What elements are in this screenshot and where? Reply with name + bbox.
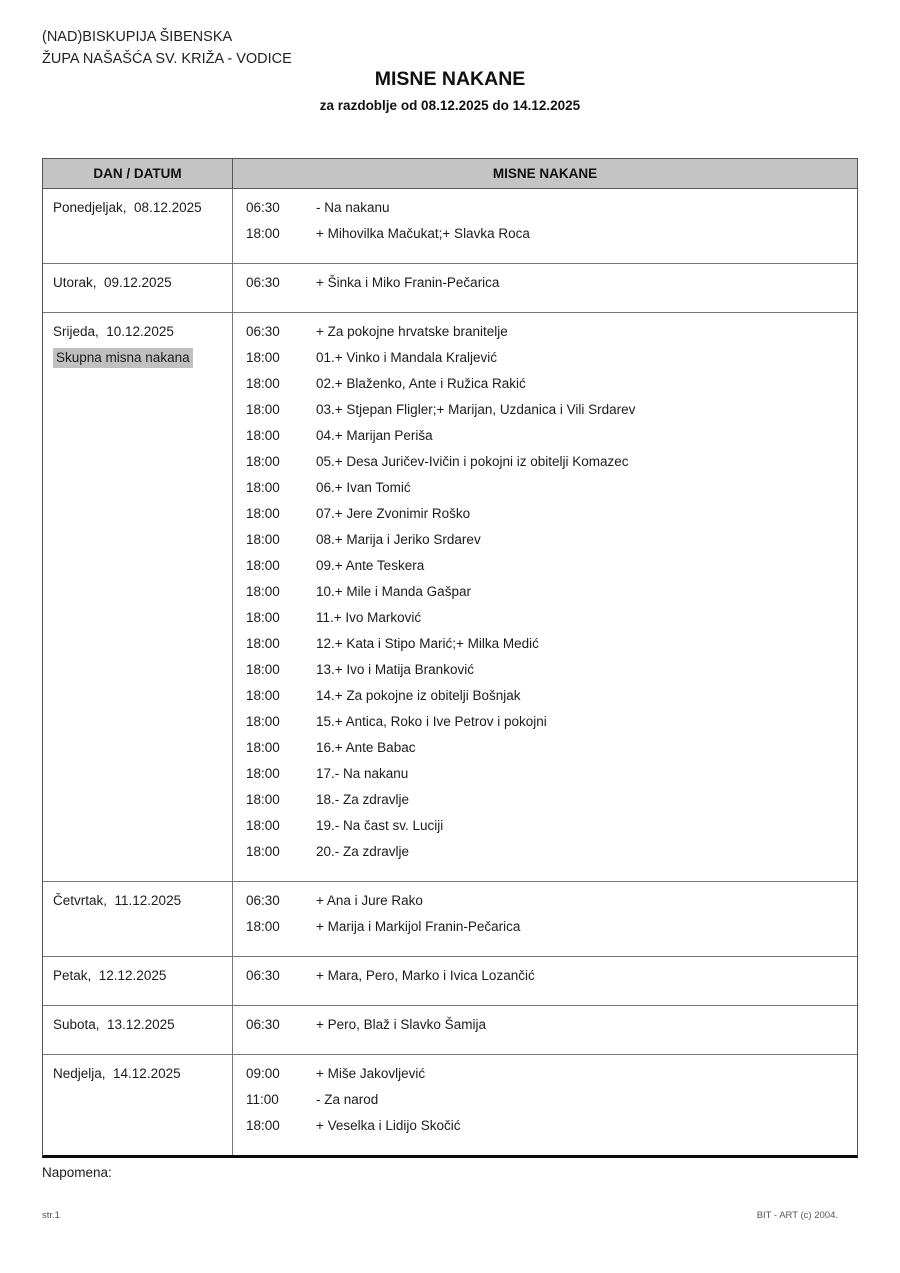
mass-time: 18:00 <box>246 1118 280 1133</box>
mass-time: 18:00 <box>246 402 280 417</box>
table-row <box>43 957 857 1006</box>
mass-time: 18:00 <box>246 714 280 729</box>
mass-time: 18:00 <box>246 662 280 677</box>
day-date-label: Subota, 13.12.2025 <box>53 1017 175 1032</box>
mass-time: 18:00 <box>246 740 280 755</box>
mass-time: 18:00 <box>246 428 280 443</box>
intention-text: - Na nakanu <box>316 200 390 215</box>
intention-entry <box>246 527 851 553</box>
intention-entry <box>246 371 851 397</box>
intention-text: 17.- Na nakanu <box>316 766 409 781</box>
mass-time: 18:00 <box>246 636 280 651</box>
intention-text: 15.+ Antica, Roko i Ive Petrov i pokojni <box>316 714 547 729</box>
intention-entry <box>246 475 851 501</box>
mass-time: 06:30 <box>246 893 280 908</box>
mass-time: 18:00 <box>246 376 280 391</box>
intention-entry <box>246 449 851 475</box>
column-header-intentions: MISNE NAKANE <box>492 166 598 181</box>
intention-entry <box>246 914 851 940</box>
day-cell <box>43 189 233 263</box>
intention-entry <box>246 319 851 345</box>
table-header-row <box>43 159 857 189</box>
intention-text: 14.+ Za pokojne iz obitelji Bošnjak <box>316 688 521 703</box>
mass-time: 18:00 <box>246 226 280 241</box>
mass-time: 18:00 <box>246 480 280 495</box>
intention-entry <box>246 345 851 371</box>
intention-entry <box>246 1113 851 1139</box>
mass-time: 18:00 <box>246 610 280 625</box>
intention-entry <box>246 605 851 631</box>
intention-entry <box>246 787 851 813</box>
intention-entry <box>246 397 851 423</box>
intention-entry <box>246 423 851 449</box>
day-date-label: Ponedjeljak, 08.12.2025 <box>53 200 202 215</box>
intention-entry <box>246 963 851 989</box>
intention-text: 04.+ Marijan Periša <box>316 428 433 443</box>
intention-text: + Miše Jakovljević <box>316 1066 426 1081</box>
intention-text: 08.+ Marija i Jeriko Srdarev <box>316 532 481 547</box>
day-cell <box>43 313 233 881</box>
intention-entry <box>246 683 851 709</box>
day-cell <box>43 1006 233 1054</box>
table-row <box>43 313 857 882</box>
intention-text: + Za pokojne hrvatske branitelje <box>316 324 508 339</box>
intention-text: + Šinka i Miko Franin-Pečarica <box>316 275 500 290</box>
intention-entry <box>246 813 851 839</box>
organization-header <box>42 26 292 70</box>
intention-entry <box>246 270 851 296</box>
intention-entry <box>246 735 851 761</box>
intention-entry <box>246 1061 851 1087</box>
intention-entry <box>246 839 851 865</box>
entries-cell <box>233 189 857 263</box>
mass-time: 18:00 <box>246 584 280 599</box>
note-label: Napomena: <box>42 1165 112 1180</box>
day-date-label: Utorak, 09.12.2025 <box>53 275 172 290</box>
day-cell <box>43 957 233 1005</box>
mass-time: 18:00 <box>246 688 280 703</box>
mass-time: 18:00 <box>246 818 280 833</box>
intention-text: 06.+ Ivan Tomić <box>316 480 411 495</box>
mass-time: 18:00 <box>246 558 280 573</box>
intention-text: 01.+ Vinko i Mandala Kraljević <box>316 350 497 365</box>
table-row <box>43 1055 857 1155</box>
intention-text: 10.+ Mile i Manda Gašpar <box>316 584 471 599</box>
day-cell <box>43 264 233 312</box>
intention-entry <box>246 501 851 527</box>
intention-text: 09.+ Ante Teskera <box>316 558 425 573</box>
intention-text: + Veselka i Lidijo Skočić <box>316 1118 461 1133</box>
intention-text: 16.+ Ante Babac <box>316 740 416 755</box>
page-footer <box>42 1210 838 1221</box>
entries-cell <box>233 957 857 1005</box>
software-credit: BIT - ART (c) 2004. <box>756 1210 838 1221</box>
intention-entry <box>246 709 851 735</box>
diocese-name: (NAD)BISKUPIJA ŠIBENSKA <box>42 29 233 45</box>
intention-entry <box>246 761 851 787</box>
table-body <box>43 189 857 1155</box>
mass-time: 18:00 <box>246 766 280 781</box>
intention-text: + Ana i Jure Rako <box>316 893 423 908</box>
entries-cell <box>233 882 857 956</box>
mass-time: 18:00 <box>246 454 280 469</box>
intention-text: 13.+ Ivo i Matija Branković <box>316 662 474 677</box>
mass-time: 18:00 <box>246 532 280 547</box>
group-intention-note: Skupna misna nakana <box>53 348 193 368</box>
mass-time: 06:30 <box>246 275 280 290</box>
mass-time: 06:30 <box>246 1017 280 1032</box>
intention-text: - Za narod <box>316 1092 379 1107</box>
intention-text: 19.- Na čast sv. Luciji <box>316 818 444 833</box>
page-number: str.1 <box>42 1210 60 1221</box>
intention-text: 03.+ Stjepan Fligler;+ Marijan, Uzdanica i Vili Srdarev <box>316 402 636 417</box>
parish-name: ŽUPA NAŠAŠĆA SV. KRIŽA - VODICE <box>42 51 292 67</box>
intention-text: + Marija i Markijol Franin-Pečarica <box>316 919 521 934</box>
table-row <box>43 264 857 313</box>
intention-text: 02.+ Blaženko, Ante i Ružica Rakić <box>316 376 526 391</box>
intention-text: 12.+ Kata i Stipo Marić;+ Milka Medić <box>316 636 539 651</box>
intention-entry <box>246 1087 851 1113</box>
intention-entry <box>246 888 851 914</box>
mass-time: 09:00 <box>246 1066 280 1081</box>
intention-entry <box>246 579 851 605</box>
intention-entry <box>246 631 851 657</box>
intention-entry <box>246 1012 851 1038</box>
column-header-day: DAN / DATUM <box>43 159 233 188</box>
mass-time: 18:00 <box>246 919 280 934</box>
day-cell <box>43 1055 233 1155</box>
entries-cell <box>233 1055 857 1155</box>
intention-text: 11.+ Ivo Marković <box>316 610 422 625</box>
mass-time: 06:30 <box>246 200 280 215</box>
table-row <box>43 1006 857 1055</box>
mass-time: 18:00 <box>246 844 280 859</box>
mass-time: 18:00 <box>246 350 280 365</box>
entries-cell <box>233 1006 857 1054</box>
intention-text: + Mara, Pero, Marko i Ivica Lozančić <box>316 968 535 983</box>
intention-entry <box>246 221 851 247</box>
day-date-label: Četvrtak, 11.12.2025 <box>53 893 182 908</box>
page-title: MISNE NAKANE <box>374 68 526 90</box>
mass-intentions-table <box>42 158 858 1158</box>
intention-text: 07.+ Jere Zvonimir Roško <box>316 506 471 521</box>
mass-time: 06:30 <box>246 968 280 983</box>
date-range-subtitle: za razdoblje od 08.12.2025 do 14.12.2025 <box>319 98 581 113</box>
day-date-label: Petak, 12.12.2025 <box>53 968 167 983</box>
intention-text: 05.+ Desa Juričev-Ivičin i pokojni iz obitelji Komazec <box>316 454 629 469</box>
table-row <box>43 882 857 957</box>
intention-text: + Pero, Blaž i Slavko Šamija <box>316 1017 486 1032</box>
intention-text: 20.- Za zdravlje <box>316 844 410 859</box>
document-content <box>42 158 858 1180</box>
mass-time: 11:00 <box>246 1092 279 1107</box>
intention-entry <box>246 657 851 683</box>
table-row <box>43 189 857 264</box>
intention-entry <box>246 195 851 221</box>
entries-cell <box>233 264 857 312</box>
mass-time: 06:30 <box>246 324 280 339</box>
mass-time: 18:00 <box>246 506 280 521</box>
mass-time: 18:00 <box>246 792 280 807</box>
entries-cell <box>233 313 857 881</box>
day-cell <box>43 882 233 956</box>
intention-text: + Mihovilka Mačukat;+ Slavka Roca <box>316 226 530 241</box>
intention-entry <box>246 553 851 579</box>
day-date-label: Nedjelja, 14.12.2025 <box>53 1066 181 1081</box>
intention-text: 18.- Za zdravlje <box>316 792 410 807</box>
day-date-label: Srijeda, 10.12.2025 <box>53 324 174 339</box>
